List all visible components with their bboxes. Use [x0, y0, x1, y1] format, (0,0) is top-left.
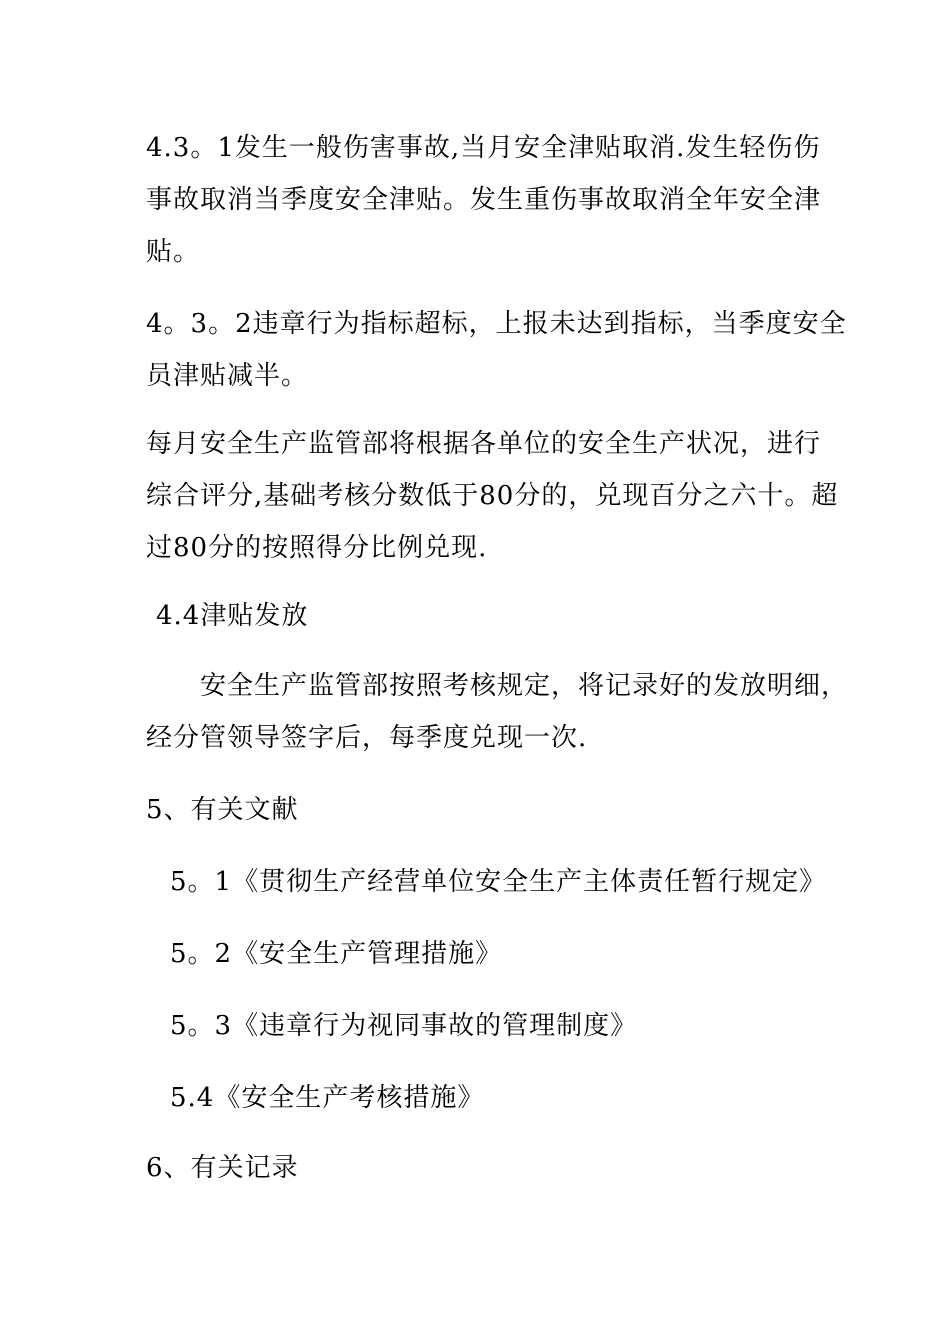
reference-text: 5。3《违章行为视同事故的管理制度》	[170, 1011, 638, 1041]
text-line: 安全生产监管部按照考核规定，将记录好的发放明细，	[146, 671, 849, 701]
text-line: 4.3。1发生一般伤害事故,当月安全津贴取消.发生轻伤伤	[146, 133, 821, 163]
text-line: 每月安全生产监管部将根据各单位的安全生产状况，进行	[146, 429, 822, 459]
reference-text: 5。1《贯彻生产经营单位安全生产主体责任暂行规定》	[170, 867, 827, 897]
text-line: 经分管领导签字后，每季度兑现一次.	[146, 723, 588, 753]
paragraph-monthly-scoring	[146, 418, 839, 574]
heading-text: 6、有关记录	[146, 1153, 299, 1183]
text-line: 过80分的按照得分比例兑现.	[146, 533, 488, 563]
paragraph-allowance-issue	[146, 660, 849, 764]
text-line: 事故取消当季度安全津贴。发生重伤事故取消全年安全津	[146, 185, 822, 215]
text-line: 4。3。2违章行为指标超标，上报未达到指标，当季度安全	[146, 309, 847, 339]
reference-item	[170, 928, 840, 980]
reference-item	[170, 856, 840, 908]
paragraph-4-3-1	[146, 122, 822, 278]
reference-item	[170, 1072, 840, 1124]
heading-text: 4.4津贴发放	[156, 601, 309, 631]
reference-text: 5.4《安全生产考核措施》	[170, 1083, 485, 1113]
text-line: 综合评分,基础考核分数低于80分的，兑现百分之六十。超	[146, 481, 839, 511]
heading-text: 5、有关文献	[146, 795, 299, 825]
text-line: 员津贴减半。	[146, 361, 309, 391]
heading-6	[146, 1142, 816, 1194]
heading-4-4	[156, 590, 826, 642]
reference-text: 5。2《安全生产管理措施》	[170, 939, 503, 969]
text-line: 贴。	[146, 237, 201, 267]
paragraph-4-3-2	[146, 298, 847, 402]
heading-5	[146, 784, 816, 836]
reference-item	[170, 1000, 840, 1052]
